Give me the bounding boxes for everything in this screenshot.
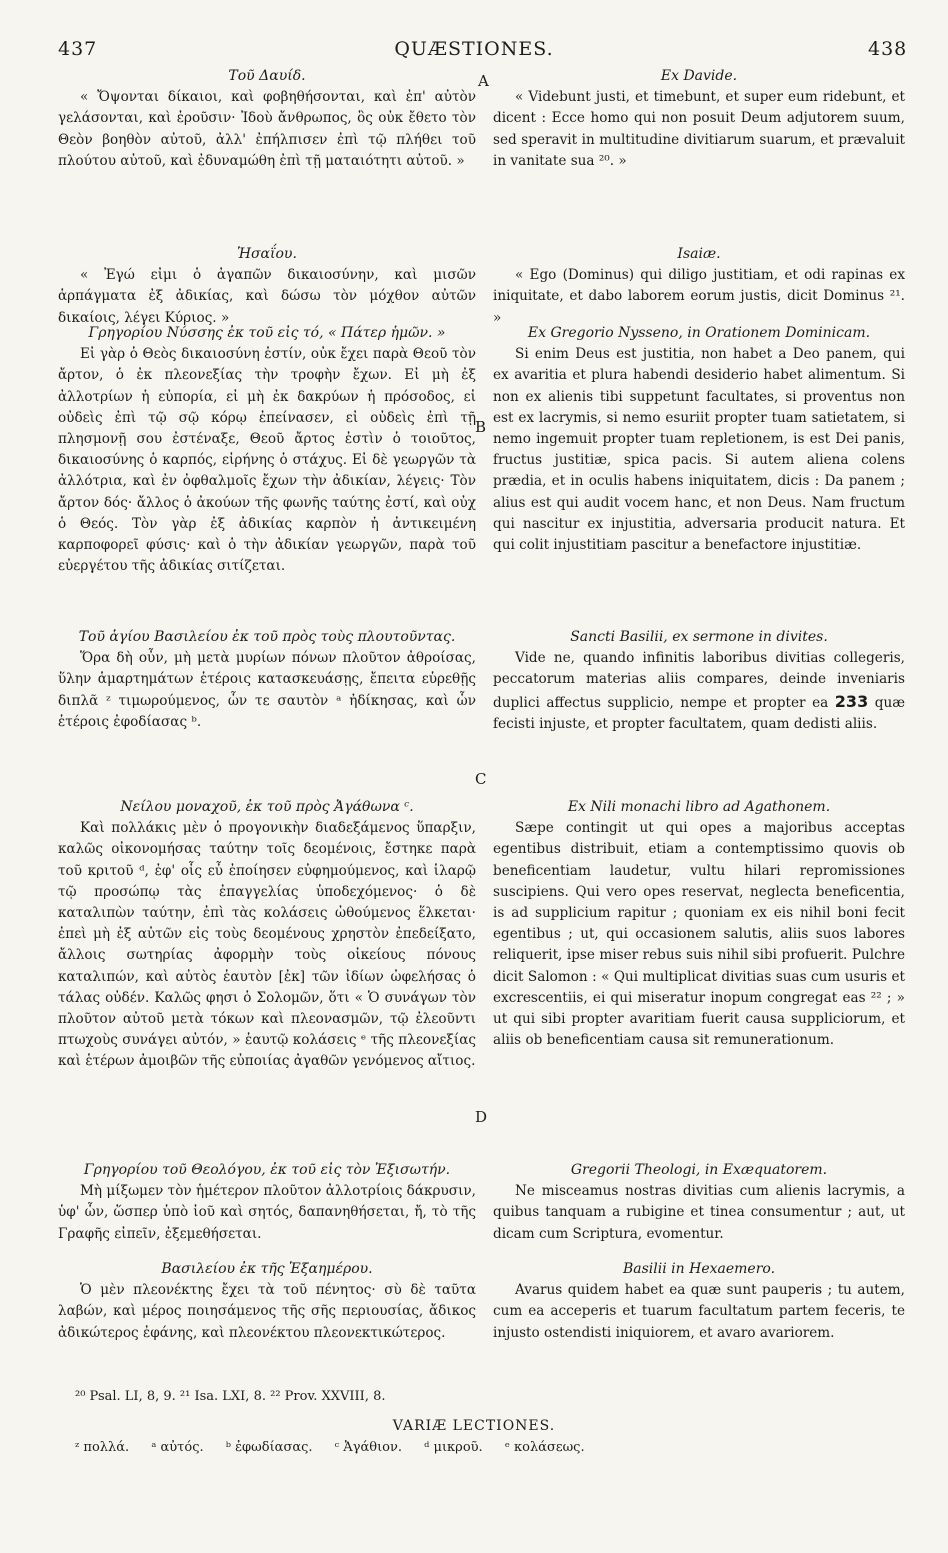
section-text: Καὶ πολλάκις μὲν ὁ προγονικὴν διαδεξάμενος ὕπαρξιν, καλῶς οἰκονομήσας ταύτην τοῖς δεομένοις, ἔστηκε παρὰ τοῦ κριτοῦ ᵈ, ἐφ' οἷς εὖ ἐποίησεν εὐφημούμενος, καὶ ἱλαρῷ τῷ προσώπῳ τὰς ἐπαγγελίας ὑποδεχόμενος· ὁ δὲ καταλιπὼν ταύτην, ἐπὶ τὰς κολάσεις ὠθούμενος ἕλκεται· ἐπεὶ μὴ ἐξ αὐτῶν εἰς τοὺς δεομένους χρηστὸν ἐπεδείξατο, ἄλλοις σωτηρίας ἀφορμὴν τοὺς οἰκείους πόνους καταλιπών, καὶ αὐτὸς ἑαυτὸν [ἐκ] τῶν ἰδίων ὠφελήσας ὁ τάλας οὐδέν. Καλῶς φησι ὁ Σολομῶν, ὅτι « Ὁ συνάγων τὸν πλοῦτον αὐτοῦ μετὰ τόκων καὶ πλεονασμῶν, τῷ ἐλεοῦντι πτωχοὺς συνάγει αὐτόν, » ἑαυτῷ κολάσεις ᵉ τῆς πλεονεξίας καὶ ἑτέρων ἀμοιβῶν τῆς εὐποιίας ἀγαθῶν γενόμενος αἴτιος. bbox=[58, 820, 476, 1070]
page-number-right: 438 bbox=[868, 38, 908, 60]
latin-section bbox=[493, 797, 905, 1051]
section-text: Ne misceamus nostras divitias cum alienis lacrymis, a quibus tanquam a rubigine et tinea consumentur ; aut, ut dicam cum Scriptura, evomentur. bbox=[493, 1183, 905, 1242]
variant-reading: ᵇ ἐφωδίασας. bbox=[225, 1440, 313, 1455]
section-title: Sancti Basilii, ex sermone in divites. bbox=[570, 629, 828, 645]
section-text-part: quæ fecisti injuste, et propter facultatem, quam dedisti aliis. bbox=[493, 694, 905, 732]
page-number-left: 437 bbox=[58, 38, 98, 60]
section-text: « Ego (Dominus) qui diligo justitiam, et odi rapinas ex iniquitate, et dabo laborem eorum justis, dicit Dominus ²¹. » bbox=[493, 267, 905, 326]
section-title: Γρηγορίου τοῦ Θεολόγου, ἐκ τοῦ εἰς τὸν Ἐξισωτήν. bbox=[83, 1162, 451, 1178]
section-title: Νείλου μοναχοῦ, ἐκ τοῦ πρὸς Ἀγάθωνα ᶜ. bbox=[120, 799, 414, 815]
variant-reading: ᶻ πολλά. bbox=[75, 1440, 130, 1455]
variae-lectiones-title: VARIÆ LECTIONES. bbox=[392, 1418, 556, 1434]
section-text: « Ἐγώ εἰμι ὁ ἀγαπῶν δικαιοσύνην, καὶ μισῶν ἁρπάγματα ἐξ ἀδικίας, καὶ δώσω τὸν μόχθον αὐτῶν δικαίοις, λέγει Κύριος. » bbox=[58, 267, 476, 326]
latin-section bbox=[493, 66, 905, 172]
running-title: QUÆSTIONES. bbox=[394, 38, 554, 60]
section-text bbox=[493, 648, 905, 735]
section-text: Μὴ μίξωμεν τὸν ἡμέτερον πλοῦτον ἀλλοτρίοις δάκρυσιν, ὑφ' ὧν, ὥσπερ ὑπὸ ἰοῦ καὶ σητός, δαπανηθήσεται, ἤ, τὸ τῆς Γραφῆς εἰπεῖν, ἐξεμεθήσεται. bbox=[58, 1183, 476, 1242]
section-text-part: Vide ne, quando infinitis laboribus divitias collegeris, peccatorum materias aliis compares, deinde inveniaris duplici affectus supplicio, nempe et propter ea bbox=[493, 650, 905, 711]
margin-marker-c: C bbox=[475, 770, 487, 788]
section-title: Ex Davide. bbox=[660, 68, 738, 84]
latin-section bbox=[493, 1160, 905, 1245]
margin-marker-d: D bbox=[475, 1108, 488, 1126]
section-text: Sæpe contingit ut qui opes a majoribus acceptas egentibus distribuit, etiam a contemptissimo quovis ob beneficentiam laudetur, vultu hilari repromissiones suscipiens. Qui vero opes reservat, neglecta beneficentia, is ad supplicium rapitur ; quoniam ex eis nihil boni fecit egentibus ; ut, qui occasionem salutis, aliis suos labores reliquerit, ipse miser rebus suis nihil sibi profuerit. Pulchre dicit Salomon : « Qui multiplicat divitias suas cum usuris et excrescentiis, ei qui miseratur inopum congregat eas ²² ; » ut qui sibi propter avaritiam fuerit causa suppliciorum, et aliis ob beneficentiam causa sit remunerationum. bbox=[493, 820, 905, 1049]
section-text: « Ὄψονται δίκαιοι, καὶ φοβηθήσονται, καὶ ἐπ' αὐτὸν γελάσονται, καὶ ἐροῦσιν· Ἰδοὺ ἄνθρωπος, ὃς οὐκ ἔθετο τὸν Θεὸν βοηθὸν αὐτοῦ, ἀλλ' ἐπήλπισεν ἐπὶ τῷ πλήθει τοῦ πλούτου αὐτοῦ, καὶ ἐδυναμώθη ἐπὶ τῇ ματαιότητι αὐτοῦ. » bbox=[58, 89, 476, 169]
greek-section bbox=[58, 1160, 476, 1245]
variant-reading: ᵈ μικροῦ. bbox=[424, 1440, 483, 1455]
greek-section bbox=[58, 244, 476, 329]
footnotes: ²⁰ Psal. LI, 8, 9. ²¹ Isa. LXI, 8. ²² Prov. XXVIII, 8. bbox=[75, 1389, 386, 1404]
section-title: Ex Nili monachi libro ad Agathonem. bbox=[567, 799, 831, 815]
section-text: Ὁ μὲν πλεονέκτης ἔχει τὰ τοῦ πένητος· σὺ δὲ ταῦτα λαβών, καὶ μέρος ποιησάμενος τῆς σῆς περιουσίας, ἄδικος ἀδικώτερος ἐφάνης, καὶ πλεονέκτου πλεονεκτικώτερος. bbox=[58, 1282, 476, 1341]
section-title: Isaiæ. bbox=[677, 246, 721, 262]
latin-section bbox=[493, 323, 905, 556]
variant-reading: ᵉ κολάσεως. bbox=[504, 1440, 585, 1455]
section-title: Ἡσαΐου. bbox=[237, 246, 297, 262]
variant-reading: ᶜ Ἀγάθιον. bbox=[334, 1440, 403, 1455]
greek-section bbox=[58, 797, 476, 1073]
latin-section bbox=[493, 627, 905, 735]
section-title: Τοῦ ἁγίου Βασιλείου ἐκ τοῦ πρὸς τοὺς πλουτοῦντας. bbox=[78, 629, 456, 645]
section-text: Avarus quidem habet ea quæ sunt pauperis ; tu autem, cum ea acceperis et tuarum facultatum partem feceris, te injusto ostendisti iniquiorem, et avaro avariorem. bbox=[493, 1282, 905, 1341]
section-title: Γρηγορίου Νύσσης ἐκ τοῦ εἰς τό, « Πάτερ ἡμῶν. » bbox=[88, 325, 446, 341]
latin-section bbox=[493, 244, 905, 329]
column-number: 233 bbox=[834, 691, 869, 711]
latin-section bbox=[493, 1259, 905, 1344]
section-title: Ex Gregorio Nysseno, in Orationem Dominicam. bbox=[527, 325, 871, 341]
margin-marker-a: A bbox=[478, 72, 489, 90]
section-title: Basilii in Hexaemero. bbox=[622, 1261, 776, 1277]
variae-lectiones bbox=[75, 1440, 603, 1455]
section-text: Εἰ γὰρ ὁ Θεὸς δικαιοσύνη ἐστίν, οὐκ ἔχει παρὰ Θεοῦ τὸν ἄρτον, ὁ ἐκ πλεονεξίας τὴν τροφὴν ἔχων. Εἰ μὴ ἐξ ἀλλοτρίων ἡ εὐπορία, εἰ μὴ ἐκ δακρύων ἡ πρόσοδος, εἰ οὐδεὶς ἐπὶ τῷ σῷ κόρῳ ἐπείνασεν, εἰ οὐδεὶς ἐπὶ τῇ πλησμονῇ σου ἐστέναξε, Θεοῦ ἄρτος ἐστὶν ὁ τοιοῦτος, δικαιοσύνης ὁ καρπός, εἰρήνης ὁ στάχυς. Εἰ δὲ γεωργῶν τὰ ἀλλότρια, καὶ ἐν ὀφθαλμοῖς ἔχων τὴν ἀδικίαν, λέγεις· Τὸν ἄρτον δός· ἄλλος ὁ ἀκούων τῆς φωνῆς ταύτης ἐστί, καὶ οὐχ ὁ Θεός. Τὸν γὰρ ἐξ ἀδικίας καρπὸν ἡ ἀντικειμένη καρποφορεῖ φύσις· καὶ ὁ τὴν ἀδικίαν γεωργῶν, παρὰ τοῦ εὐεργέτου τῆς ἀδικίας σιτίζεται. bbox=[58, 346, 476, 575]
section-text: Ὅρα δὴ οὖν, μὴ μετὰ μυρίων πόνων πλοῦτον ἀθροίσας, ὕλην ἁμαρτημάτων ἑτέροις κατασκευάσῃς, ἔπειτα εὑρεθῇς διπλᾶ ᶻ τιμωρούμενος, ὧν τε σαυτὸν ᵃ ἠδίκησας, καὶ ὧν ἑτέροις ἐφοδίασας ᵇ. bbox=[58, 650, 476, 730]
section-title: Τοῦ Δαυίδ. bbox=[228, 68, 306, 84]
variant-reading: ᵃ αὐτός. bbox=[151, 1440, 204, 1455]
section-text: « Videbunt justi, et timebunt, et super eum ridebunt, et dicent : Ecce homo qui non posuit Deum adjutorem suum, sed speravit in multitudine divitiarum suarum, et prævaluit in vanitate sua ²⁰. » bbox=[493, 89, 905, 169]
greek-section bbox=[58, 323, 476, 577]
section-text: Si enim Deus est justitia, non habet a Deo panem, qui ex avaritia et plura habendi desiderio habet alimentum. Si non ex alienis tibi suppetunt facultates, si proventus non est ex lacrymis, si nemo esuriit propter tuam satietatem, si nemo ingemuit propter tuam repletionem, is est Dei panis, fructus justitiæ, spica pacis. Si autem aliena colens prædia, et in oculis habens iniquitatem, dicis : Da panem ; alius est qui audit vocem hanc, et non Deus. Nam fructum qui nascitur ex injustitia, adversaria producit natura. Et qui colit injustitiam pascitur a benefactore injustitiæ. bbox=[493, 346, 905, 554]
section-title: Gregorii Theologi, in Exæquatorem. bbox=[570, 1162, 828, 1178]
greek-section bbox=[58, 66, 476, 172]
section-title: Βασιλείου ἐκ τῆς Ἑξαημέρου. bbox=[161, 1261, 373, 1277]
greek-section bbox=[58, 627, 476, 733]
margin-marker-b: B bbox=[475, 418, 487, 436]
greek-section bbox=[58, 1259, 476, 1344]
